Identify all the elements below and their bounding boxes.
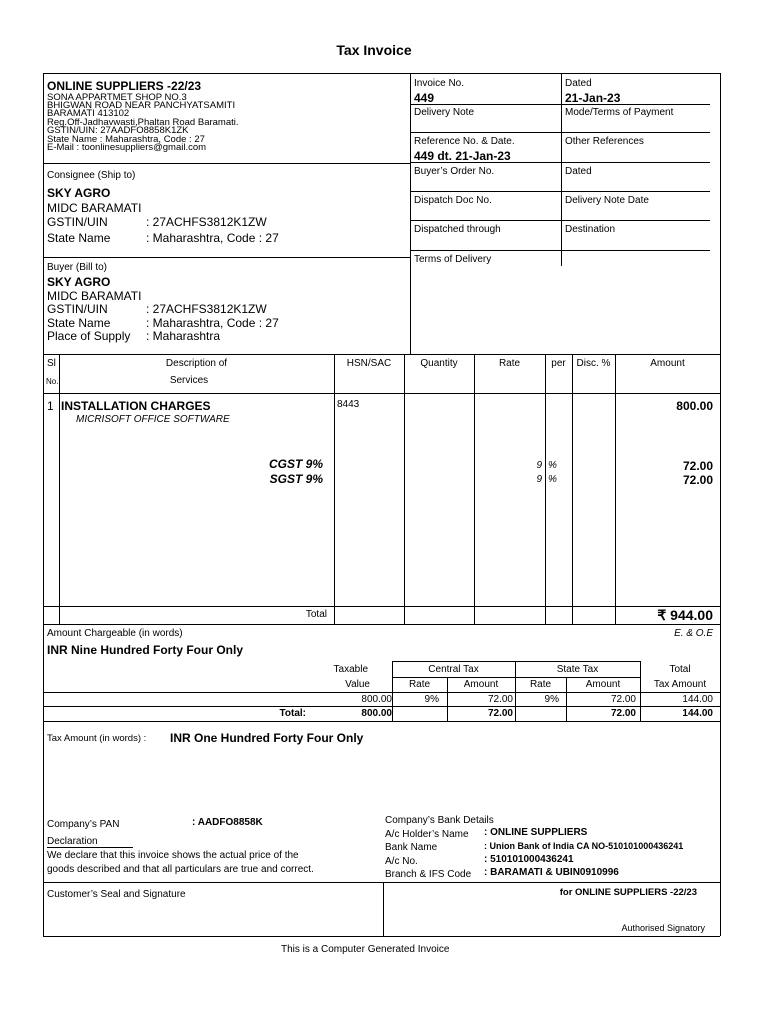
taxable-label: Taxable — [333, 664, 368, 675]
totals-tax-amount: 144.00 — [682, 708, 713, 719]
col-line — [334, 354, 335, 624]
col-per: per — [551, 358, 566, 369]
other-references-label: Other References — [565, 136, 644, 147]
col-line — [545, 354, 546, 624]
total-tax-label: Total — [669, 664, 691, 675]
seller-line: BHIGWAN ROAD NEAR PANCHYATSAMITI — [47, 100, 236, 111]
col-line — [59, 354, 60, 624]
invoice-no-label: Invoice No. — [414, 78, 465, 89]
item-name: INSTALLATION CHARGES — [61, 399, 211, 413]
row-central-rate: 9% — [424, 694, 439, 705]
terms-delivery-label: Terms of Delivery — [414, 254, 492, 265]
dispatched-through-label: Dispatched through — [414, 224, 501, 235]
document-title: Tax Invoice — [336, 42, 412, 58]
declaration-text: We declare that this invoice shows the actual price of the — [47, 850, 299, 861]
tax-per: % — [548, 460, 557, 471]
meta-line — [410, 132, 710, 133]
reference-label: Reference No. & Date. — [414, 136, 515, 147]
row-taxable-value: 800.00 — [361, 694, 392, 705]
col-description: Description of — [165, 358, 228, 369]
pan-label: Company’s PAN — [47, 819, 120, 830]
pan-value: : AADFO8858K — [192, 817, 263, 828]
declaration-label: Declaration — [47, 836, 133, 848]
for-company: for ONLINE SUPPLIERS -22/23 — [559, 887, 697, 898]
col-services: Services — [169, 375, 209, 386]
consignee-bottom-line — [43, 257, 410, 258]
header-divider — [410, 73, 411, 354]
tax-words: INR One Hundred Forty Four Only — [170, 731, 364, 745]
totals-label: Total: — [279, 708, 306, 719]
buyer-state: : Maharashtra, Code : 27 — [146, 316, 279, 330]
buyer-state-label: State Name — [47, 316, 111, 330]
item-hsn: 8443 — [337, 399, 360, 410]
meta-line — [410, 104, 710, 105]
seller-line: E-Mail : toonlinesuppliers@gmail.com — [47, 142, 207, 153]
seller-line: Reg.Off-Jadhavwasti,Phaltan Road Baramati. — [47, 117, 239, 128]
state-amount-label: Amount — [585, 679, 621, 690]
branch-value: : BARAMATI & UBIN0910996 — [484, 867, 619, 878]
acno-label: A/c No. — [385, 856, 418, 867]
delivery-note-date-label: Delivery Note Date — [565, 195, 649, 206]
dispatch-doc-label: Dispatch Doc No. — [414, 195, 492, 206]
signature-top-line — [43, 882, 720, 883]
consignee-name: SKY AGRO — [47, 186, 111, 200]
col-rate: Rate — [498, 358, 521, 369]
consignee-state-label: State Name — [47, 231, 111, 245]
destination-label: Destination — [565, 224, 616, 235]
border-bottom — [43, 936, 720, 937]
seller-bottom-line — [43, 163, 410, 164]
holder-label: A/c Holder’s Name — [385, 829, 469, 840]
item-subtitle: MICRISOFT OFFICE SOFTWARE — [76, 414, 230, 425]
bank-name-value: : Union Bank of India CA NO-510101000436241 — [484, 841, 684, 851]
central-amount-label: Amount — [463, 679, 499, 690]
delivery-note-label: Delivery Note — [414, 107, 475, 118]
items-top-line — [43, 354, 720, 355]
tax-table-line — [43, 692, 720, 693]
authorised-signatory: Authorised Signatory — [621, 923, 705, 933]
totals-state-amount: 72.00 — [610, 708, 636, 719]
border-top — [43, 73, 720, 74]
state-rate-label: Rate — [529, 679, 552, 690]
tax-amount-label: Tax Amount — [653, 679, 707, 690]
central-rate-label: Rate — [408, 679, 431, 690]
col-no: No. — [46, 377, 59, 386]
buyer-name: SKY AGRO — [47, 275, 111, 289]
state-tax-label: State Tax — [556, 664, 599, 675]
total-amount: ₹ 944.00 — [657, 607, 713, 623]
consignee-address: MIDC BARAMATI — [47, 201, 142, 215]
col-sl: Sl — [47, 358, 56, 369]
meta-divider — [561, 73, 562, 266]
seller-name: ONLINE SUPPLIERS -22/23 — [47, 79, 202, 93]
col-line — [404, 354, 405, 624]
consignee-gstin: : 27ACHFS3812K1ZW — [146, 215, 267, 229]
col-line — [615, 354, 616, 624]
row-central-amount: 72.00 — [487, 694, 513, 705]
bank-name-label: Bank Name — [385, 842, 438, 853]
tax-amount: 72.00 — [682, 473, 713, 487]
tax-table-line — [43, 721, 720, 722]
border-left — [43, 73, 44, 936]
dated-label: Dated — [565, 78, 592, 89]
row-state-rate: 9% — [544, 694, 559, 705]
item-sl: 1 — [47, 399, 54, 413]
buyer-pos: : Maharashtra — [146, 329, 221, 343]
tax-per: % — [548, 474, 557, 485]
dated-value: 21-Jan-23 — [565, 91, 621, 105]
col-disc: Disc. % — [576, 358, 611, 369]
mode-terms-label: Mode/Terms of Payment — [565, 107, 674, 118]
item-amount: 800.00 — [676, 399, 713, 413]
col-line — [572, 354, 573, 624]
branch-label: Branch & IFS Code — [385, 869, 472, 880]
value-label: Value — [345, 679, 370, 690]
dated2-label: Dated — [565, 166, 592, 177]
seal-label: Customer’s Seal and Signature — [47, 889, 186, 900]
row-state-amount: 72.00 — [610, 694, 636, 705]
seller-line: SONA APPARTMET SHOP NO.3 — [47, 92, 187, 103]
tax-table-line — [392, 677, 640, 678]
tax-name: SGST 9% — [269, 472, 323, 486]
tax-table-line — [43, 706, 720, 707]
amount-words-label: Amount Chargeable (in words) — [47, 628, 183, 639]
seller-line: GSTIN/UIN: 27AADFO8858K1ZK — [47, 125, 189, 136]
totals-central-amount: 72.00 — [487, 708, 513, 719]
reference-value: 449 dt. 21-Jan-23 — [414, 149, 511, 163]
amount-words: INR Nine Hundred Forty Four Only — [47, 643, 244, 657]
buyers-order-label: Buyer’s Order No. — [414, 166, 495, 177]
tax-rate: 9 — [536, 474, 542, 485]
consignee-gstin-label: GSTIN/UIN — [47, 215, 108, 229]
meta-line — [410, 191, 710, 192]
seller-line: State Name : Maharashtra, Code : 27 — [47, 134, 205, 145]
tax-words-label: Tax Amount (in words) : — [47, 733, 147, 744]
central-tax-label: Central Tax — [428, 664, 479, 675]
declaration-text: goods described and that all particulars are true and correct. — [47, 864, 314, 875]
meta-line — [410, 250, 710, 251]
buyer-pos-label: Place of Supply — [47, 329, 131, 343]
border-right — [720, 73, 721, 936]
bank-heading: Company’s Bank Details — [385, 815, 494, 826]
items-header-line — [43, 393, 720, 394]
tax-name: CGST 9% — [268, 457, 323, 471]
seller-line: BARAMATI 413102 — [47, 108, 130, 119]
consignee-heading: Consignee (Ship to) — [47, 170, 136, 181]
col-hsn: HSN/SAC — [346, 358, 392, 369]
totals-taxable-value: 800.00 — [361, 708, 392, 719]
buyer-gstin: : 27ACHFS3812K1ZW — [146, 302, 267, 316]
row-total-tax: 144.00 — [682, 694, 713, 705]
footer-note: This is a Computer Generated Invoice — [281, 944, 450, 955]
eoe-label: E. & O.E — [674, 628, 713, 639]
invoice-no: 449 — [414, 91, 435, 105]
tax-table-line — [392, 661, 640, 662]
col-line — [474, 354, 475, 624]
buyer-gstin-label: GSTIN/UIN — [47, 302, 108, 316]
tax-amount: 72.00 — [682, 459, 713, 473]
consignee-state: : Maharashtra, Code : 27 — [146, 231, 279, 245]
items-total-line — [43, 624, 720, 625]
signature-divider — [383, 882, 384, 936]
holder-value: : ONLINE SUPPLIERS — [484, 827, 588, 838]
acno-value: : 510101000436241 — [484, 854, 574, 865]
col-quantity: Quantity — [420, 358, 458, 369]
col-amount: Amount — [650, 358, 685, 369]
buyer-address: MIDC BARAMATI — [47, 289, 142, 303]
buyer-heading: Buyer (Bill to) — [47, 262, 108, 273]
total-label: Total — [305, 609, 327, 620]
meta-line — [410, 220, 710, 221]
tax-rate: 9 — [536, 460, 542, 471]
